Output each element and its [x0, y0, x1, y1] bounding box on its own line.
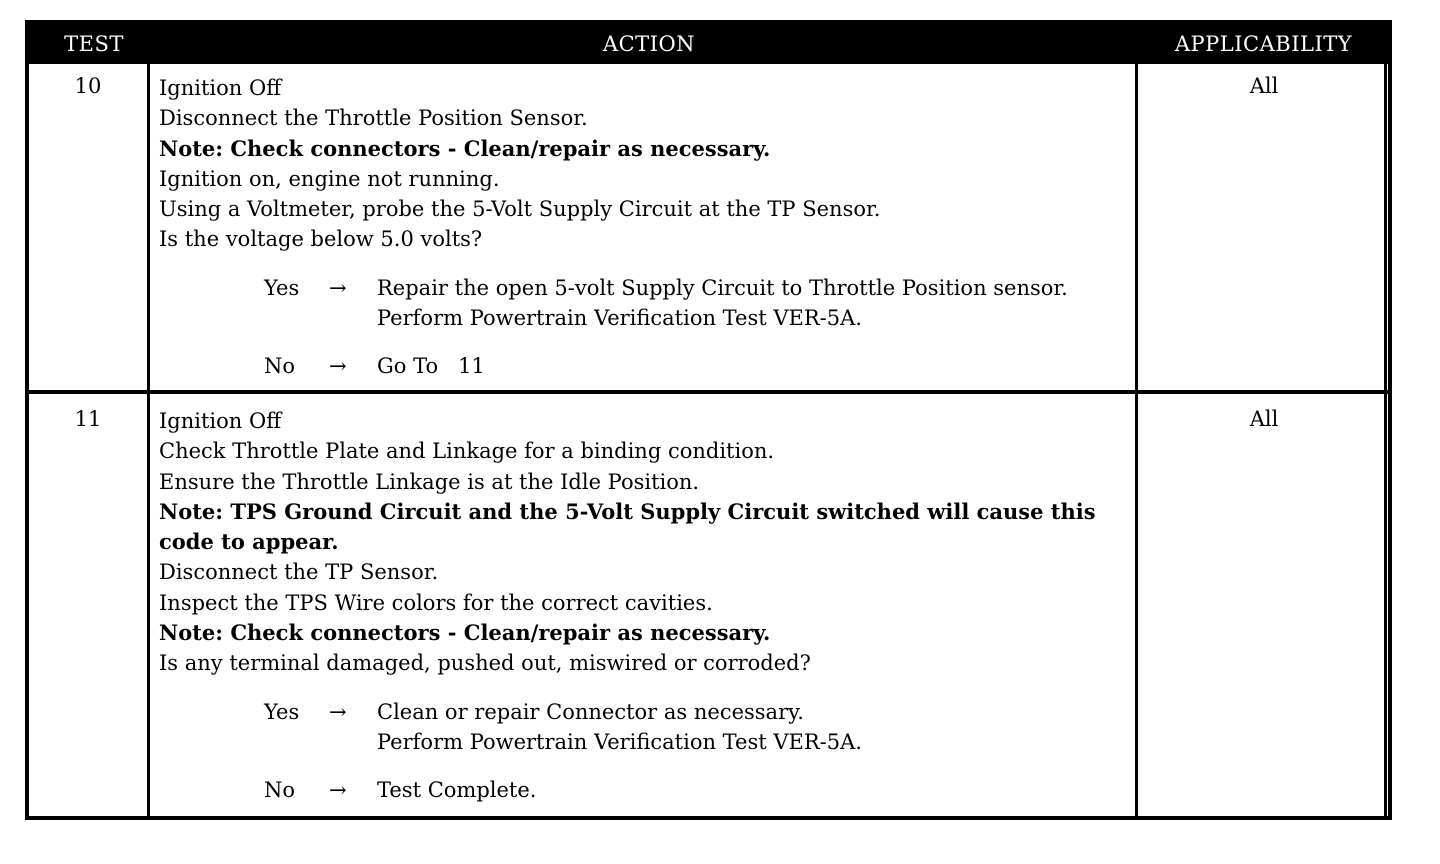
row-separator — [29, 390, 1388, 394]
table-header — [29, 24, 1388, 64]
answer-block-no — [159, 351, 1144, 381]
right-arrow-icon: → — [329, 699, 347, 724]
answer-block-yes — [159, 273, 1144, 334]
action-line: Inspect the TPS Wire colors for the correct cavities. — [159, 590, 713, 615]
no-label: No — [264, 778, 296, 803]
answer-block-yes — [159, 697, 1144, 758]
action-line: Ensure the Throttle Linkage is at the Idle Position. — [159, 469, 700, 494]
column-divider-test — [147, 64, 150, 816]
action-line: Ignition Off — [159, 409, 282, 433]
yes-action-line2: Perform Powertrain Verification Test VER-5A. — [377, 729, 862, 754]
no-label: No — [264, 354, 296, 379]
right-arrow-icon: → — [329, 778, 347, 803]
action-line: Disconnect the Throttle Position Sensor. — [159, 106, 588, 131]
action-cell-11 — [159, 406, 1144, 806]
applicability-11: All — [1249, 407, 1279, 431]
no-action: Test Complete. — [377, 778, 537, 803]
yes-action-line2: Perform Powertrain Verification Test VER-5A. — [377, 306, 862, 331]
yes-label: Yes — [264, 699, 300, 724]
column-divider-right — [1384, 64, 1387, 816]
yes-label: Yes — [264, 275, 300, 300]
test-number-11: 11 — [74, 407, 102, 431]
action-note: Note: Check connectors - Clean/repair as necessary. — [159, 620, 771, 646]
applicability-10: All — [1249, 74, 1279, 98]
right-arrow-icon: → — [329, 354, 347, 379]
diagnostic-table — [25, 20, 1392, 820]
action-cell-10 — [159, 73, 1144, 382]
action-question: Is the voltage below 5.0 volts? — [159, 227, 483, 252]
test-number-10: 10 — [74, 74, 102, 98]
header-test: TEST — [64, 32, 124, 56]
action-line: Ignition on, engine not running. — [159, 166, 500, 191]
answer-block-no — [159, 775, 1144, 805]
yes-action-line1: Clean or repair Connector as necessary. — [377, 699, 804, 724]
header-applicability: APPLICABILITY — [1174, 32, 1353, 56]
header-action: ACTION — [602, 32, 696, 56]
no-action: Go To 11 — [377, 354, 485, 379]
action-line: Ignition Off — [159, 76, 282, 100]
action-note: Note: TPS Ground Circuit and the 5-Volt Supply Circuit switched will cause this code to appear. — [159, 498, 1096, 555]
action-line: Check Throttle Plate and Linkage for a binding condition. — [159, 439, 775, 464]
right-arrow-icon: → — [329, 275, 347, 300]
action-line: Using a Voltmeter, probe the 5-Volt Supply Circuit at the TP Sensor. — [159, 197, 881, 222]
action-question: Is any terminal damaged, pushed out, miswired or corroded? — [159, 651, 811, 676]
yes-action-line1: Repair the open 5-volt Supply Circuit to Throttle Position sensor. — [377, 275, 1068, 300]
action-line: Disconnect the TP Sensor. — [159, 560, 439, 585]
action-note: Note: Check connectors - Clean/repair as necessary. — [159, 135, 771, 161]
